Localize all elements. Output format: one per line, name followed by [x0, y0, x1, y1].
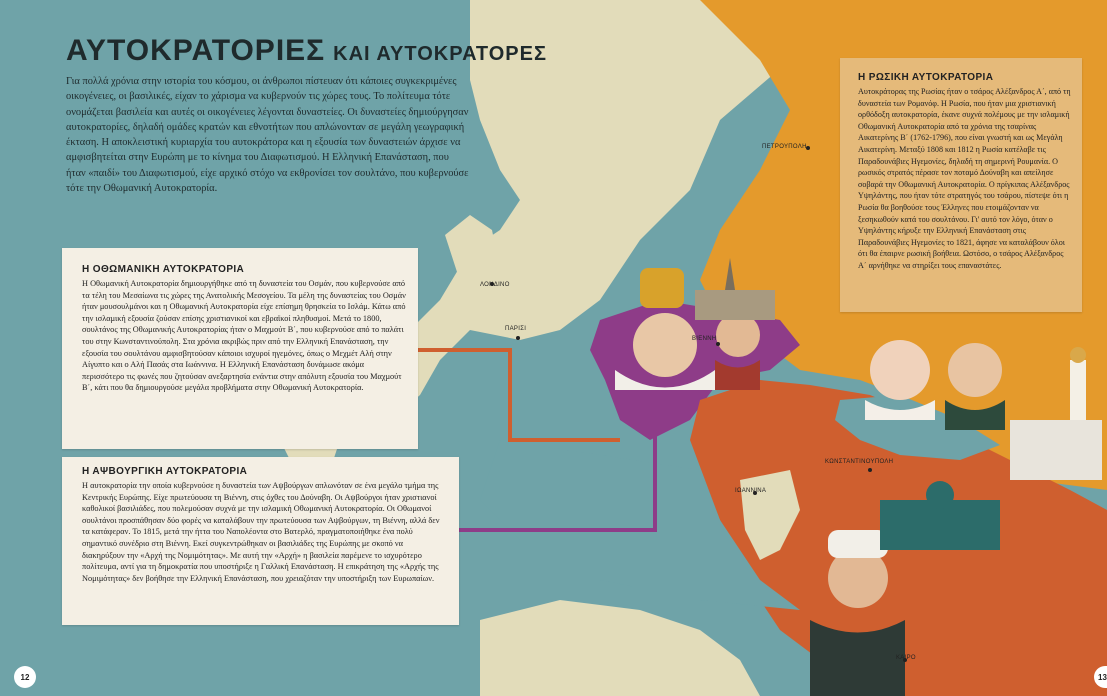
habsburg-empire-heading: Η ΑΨΒΟΥΡΓΙΚΗ ΑΥΤΟΚΡΑΤΟΡΙΑ	[82, 466, 248, 477]
city-label-cairo: ΚΑΙΡΟ	[896, 655, 916, 661]
city-label-ioannina: ΙΩΑΝΝΙΝΑ	[735, 488, 767, 494]
vienna-dot	[716, 342, 720, 346]
city-label-paris: ΠΑΡΙΣΙ	[505, 326, 527, 332]
habsburg-empire-text: Η αυτοκρατορία την οποία κυβερνούσε η δυναστεία των Αψβούργων απλωνόταν σε ένα μεγάλο τμήμα της Κεντρικής Ευρώπης. Είχε πρωτεύουσα τη Βιέννη, στις όχθες του Δούναβη. Οι Αψβούργοι ήταν χριστιανοί καθολικοί βασιλιάδες, που πολεμούσαν συχνά με την ισλαμική Οθωμανική Αυτοκρατορία. Οι Οθωμανοί σουλτάνοι προσπάθησαν δύο φορές να καταλάβουν την πρωτεύουσα των Αψβούργων, τη Βιέννη, αλλά δεν τα κατάφεραν. Το 1815, μετά την ήττα του Ναπολέοντα στο Βατερλό, πραγματοποιήθηκε ένα πολύ σημαντικό συνέδριο στη Βιέννη. Εκεί συγκεντρώθηκαν οι βασιλιάδες της Ευρώπης με σκοπό να διακηρύξουν την «Αρχή της Νομιμότητας». Με αυτή την «Αρχή» η βασιλεία παρέμενε το ισχυρότερο πολίτευμα, αντί για τη δημοκρατία που υποστήριξε η Γαλλική Επανάσταση. Η επικράτηση της «Αρχής της Νομιμότητας» δεν βοήθησε την Ελληνική Επανάσταση, που χρειαζόταν την υποστήριξη των Ευρωπαίων.	[82, 481, 440, 583]
russian-empire-text: Αυτοκράτορας της Ρωσίας ήταν ο τσάρος Αλέξανδρος Α΄, από τη δυναστεία των Ρομανόφ. Η Ρωσία, που ήταν μια χριστιανική ορθόδοξη αυτοκρατορία, έκανε συχνά πολέμους με την ισλαμική Οθωμανική Αυτοκρατορία από τα χρόνια της τσαρίνας Αικατερίνης Β΄ (1762-1796), που είναι γνωστή και ως Μεγάλη Αικατερίνη. Μεταξύ 1808 και 1812 η Ρωσία κατέλαβε τις Παραδουνάβιες Ηγεμονίες, δηλαδή τη σημερινή Ρουμανία. Ο ρωσικός στρατός πέρασε τον ποταμό Δούναβη και απείλησε σοβαρά την Οθωμανική Αυτοκρατορία. Ο πρίγκιπας Αλέξανδρος Υψηλάντης, που ήταν τότε στρατηγός του τσάρου, πίστεψε ότι η Ρωσία θα βοηθούσε τους Έλληνες που ετοιμάζονταν να ξεσηκωθούν κατά του σουλτάνου. Γι' αυτό τον λόγο, όταν ο Υψηλάντης κήρυξε την Ελληνική Επανάσταση στις Παραδουνάβιες Ηγεμονίες το 1821, άφησε να καταλάβουν όλοι ότι θα έπαιρνε ρωσική βοήθεια. Ωστόσο, ο τσάρος Αλέξανδρος Α΄ αρνήθηκε να στηρίξει τους επαναστάτες.	[858, 87, 1071, 270]
tsar-portrait	[945, 343, 1005, 430]
paris-dot	[516, 336, 520, 340]
city-label-vienna: ΒΙΕΝΝΗ	[692, 336, 717, 342]
page-number-left: 12	[14, 666, 36, 688]
page-title	[66, 36, 547, 66]
city-label-petroupoli: ΠΕΤΡΟΥΠΟΛΗ	[762, 144, 807, 150]
ottoman-empire-box	[62, 248, 418, 449]
title-main: ΑΥΤΟΚΡΑΤΟΡΙΕΣ	[66, 34, 326, 67]
city-label-london: ΛΟΝΔΙΝΟ	[480, 282, 510, 288]
ottoman-empire-text: Η Οθωμανική Αυτοκρατορία δημιουργήθηκε από τη δυναστεία του Οσμάν, που κυβερνούσε από τα τέλη του Μεσαίωνα τις χώρες της Ανατολικής Μεσογείου. Τα μέλη της δυναστείας του Οσμάν ήταν μουσουλμάνοι και η Οθωμανική Αυτοκρατορία είχε επίσημη θρησκεία το Ισλάμ. Κάτω από την ισλαμική εξουσία ζούσαν επίσης χριστιανικοί και εβραϊκοί πληθυσμοί. Μετά το 1800, σουλτάνος της Οθωμανικής Αυτοκρατορίας ήταν ο Μαχμούτ Β΄, που κυβερνούσε από το παλάτι του στην Κωνσταντινούπολη. Στα χρόνια ακριβώς πριν από την Ελληνική Επανάσταση, την εξουσία του σουλτάνου αμφισβητούσαν κάποιοι ισχυροί ηγεμόνες, όπως ο Μεχμέτ Αλή στην Αίγυπτο και ο Αλή Πασάς στα Ιωάννινα. Η Ελληνική Επανάσταση δυνάμωσε ακόμα περισσότερο τις φωνές που ζητούσαν ανεξαρτησία ενάντια στην απόλυτη εξουσία του Μαχμούτ Β΄, κάτι που θα δημιουργούσε μεγάλα προβλήματα στην Οθωμανική Αυτοκρατορία.	[82, 279, 406, 393]
constantinople-dot	[868, 468, 872, 472]
russian-empire-box	[840, 58, 1082, 312]
habsburg-empire-box	[62, 457, 459, 625]
intro-paragraph: Για πολλά χρόνια στην ιστορία του κόσμου, οι άνθρωποι πίστευαν ότι κάποιες συγκεκριμένες οικογένειες, οι βασιλικές, είχαν το χάρισμα να κυβερνούν τις χώρες τους. Το πολίτευμα τότε ονομάζεται βασιλεία και αυτές οι οικογένειες λέγονται δυναστείες. Οι δυναστείες δημιούργησαν αυτοκρατορίες, δηλαδή ομάδες κρατών και εθνοτήτων που απλώνονταν σε μεγάλη γεωγραφική έκταση. Η αποκλειστική κυριαρχία του αυτοκράτορα και η εξουσία των δυναστειών άρχισε να αμφισβητείται στην Ευρώπη με το κίνημα του Διαφωτισμού. Η Ελληνική Επανάσταση, που ήταν «παιδί» του Διαφωτισμού, είχε αρχικό στόχο να εκθρονίσει τον σουλτάνο, που κυβερνούσε τότε την Οθωμανική Αυτοκρατορία.	[66, 76, 469, 195]
page-number-right: 13	[1094, 666, 1107, 688]
title-sub: ΚΑΙ ΑΥΤΟΚΡΑΤΟΡΕΣ	[333, 43, 547, 65]
city-label-constantinople: ΚΩΝΣΤΑΝΤΙΝΟΥΠΟΛΗ	[825, 459, 894, 465]
ottoman-empire-heading: Η ΟΘΩΜΑΝΙΚΗ ΑΥΤΟΚΡΑΤΟΡΙΑ	[82, 264, 245, 275]
russian-empire-heading: Η ΡΩΣΙΚΗ ΑΥΤΟΚΡΑΤΟΡΙΑ	[858, 72, 994, 83]
